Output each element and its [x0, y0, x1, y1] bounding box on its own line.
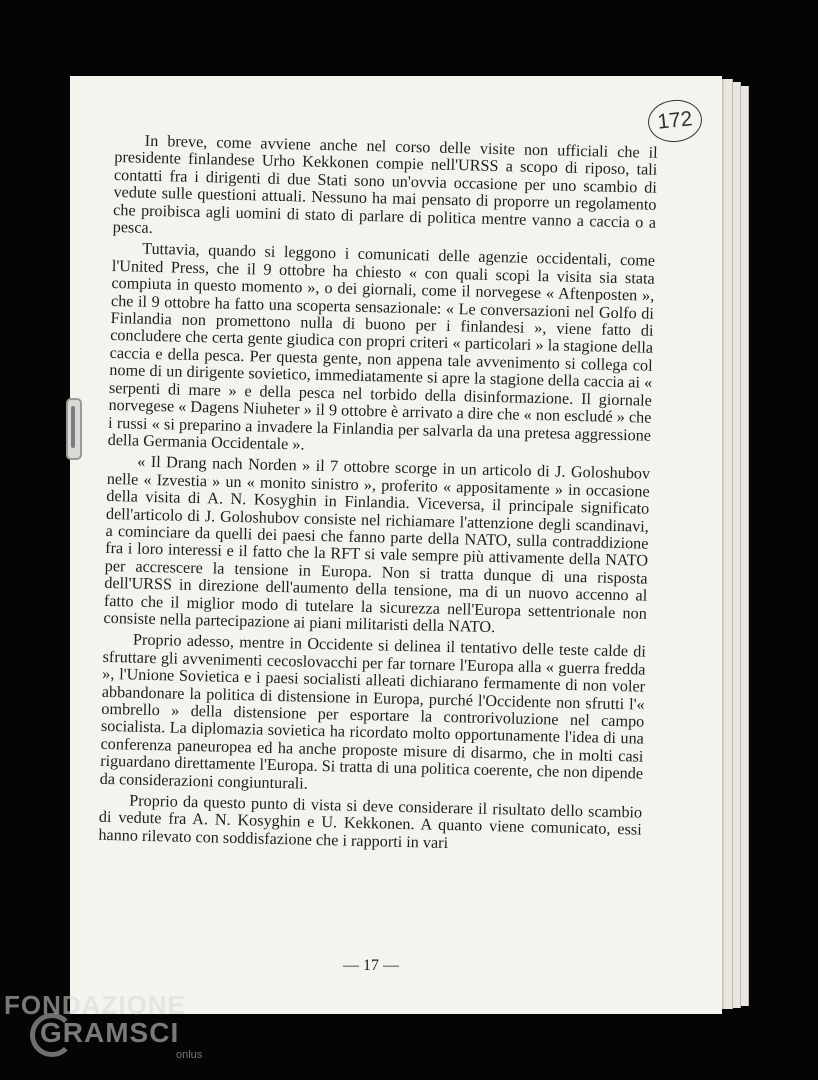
- paragraph: In breve, come avviene anche nel corso delle visite non ufficiali che il presidente finlandese Urho Kekkonen compie nell'URSS a scopo di riposo, tali contatti fra i dirigenti di due Stati sono un'ovvia occasione per uno scambio di vedute sulle questioni attuali. Nessuno ha mai pensato di proporre un regolamento che proibisca agli uomini di stato di parlare di politica mentre vanno a caccia o a pesca.: [112, 131, 658, 237]
- paragraph: Proprio da questo punto di vista si deve considerare il risultato dello scambio di vedute fra A. N. Kosyghin e U. Kekkonen. A quanto viene comunicato, essi hanno rilevato con soddisfazione che i rapporti in vari: [98, 791, 643, 852]
- handwritten-page-number: 172: [646, 97, 704, 144]
- page-number: — 17 —: [343, 957, 399, 974]
- staple-clip-icon: [66, 398, 82, 460]
- paragraph: Tuttavia, quando si leggono i comunicati delle agenzie occidentali, come l'United Press, che il 9 ottobre ha chiesto « con quali scopi la visita sia stata compiuta in questo momento », o dei giornali, come il norvegese « Aftenposten », che il 9 ottobre ha fatto una scoperta sensazionale: « Le conversazioni nel Golfo di Finlandia non promettono nulla di buono per i finlandesi », viene fatto di concludere che certa gente giudica con propri criteri « particolari » la stagione della caccia e della pesca. Per questa gente, non appena tale avvenimento si collega col nome di un dirigente sovietico, immediatamente si apre la stagione della caccia ai « serpenti di mare » e della pesca nel torbido della disinformazione. Il giornale norvegese « Dagens Niuheter » il 9 ottobre è arrivato a dire che « non escludé » che i russi « si preparino a invadere la Finlandia per salvarla da una pretesa aggressione della Germania Occidentale ».: [107, 240, 656, 454]
- paragraph: « Il Drang nach Norden » il 7 ottobre scorge in un articolo di J. Goloshubov nelle « Izvestia » un « monito sinistro », proferito « appositamente » in occasione della visita di A. N. Kosyghin in Finlandia. Viceversa, il principale significato dell'articolo di J. Goloshubov consiste nel richiamare l'attenzione degli scandinavi, a cominciare da quelli dei paesi che fanno parte della NATO, sulla contraddizione fra i loro interessi e il fatto che la RFT si vale sempre più attivamente della NATO per accrescere la tensione in Europa. Non si tratta dunque di una risposta dell'URSS in direzione dell'aumento della tensione, ma di un nuovo accenno al fatto che il miglior modo di tutelare la sicurezza nell'Europa settentrionale non consiste nella partecipazione ai piani militaristi della NATO.: [103, 452, 651, 637]
- paragraph: Proprio adesso, mentre in Occidente si delinea il tentativo delle teste calde di sfruttare gli avvenimenti cecoslovacchi per far tornare l'Europa alla « guerra fredda », l'Unione Sovietica e i paesi socialisti alleati dichiarano fermamente di non voler abbandonare la politica di distensione in Europa, purché l'Occidente non sfrutti l'« ombrello » della distensione per esportare la controrivoluzione nel campo socialista. La diplomazia sovietica ha ricordato molto opportunamente l'idea di una conferenza paneuropea ed ha anche proposte misure di disarmo, che in molti casi riguardano direttamente l'Europa. Si tratta di una politica coerente, che non dipende da considerazioni congiunturali.: [99, 630, 647, 793]
- watermark-line-1: FONDAZIONE: [4, 990, 186, 1020]
- body-text: [98, 132, 658, 861]
- watermark-line-2: GRAMSCI: [40, 1017, 180, 1048]
- watermark-line-3: onlus: [176, 1049, 203, 1061]
